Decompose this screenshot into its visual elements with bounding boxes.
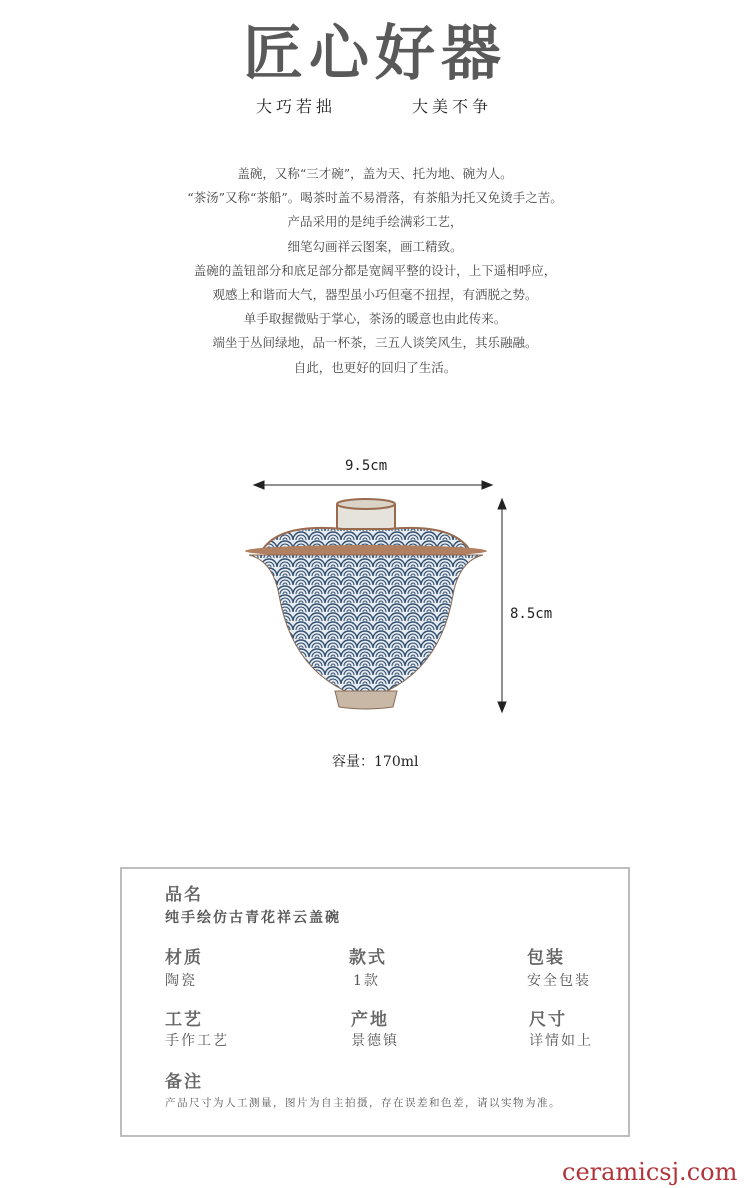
style-value: 1款	[353, 973, 380, 989]
subtitle-right: 大美不争	[412, 97, 493, 116]
note-label: 备注	[165, 1072, 203, 1092]
size-value: 详情如上	[529, 1033, 593, 1049]
description-line: 观感上和谐而大气，器型虽小巧但毫不扭捏，有洒脱之势。	[212, 287, 538, 303]
material-label: 材质	[165, 948, 203, 968]
description-line: 产品采用的是纯手绘满彩工艺，	[287, 214, 463, 230]
style-label: 款式	[349, 948, 387, 968]
size-label: 尺寸	[529, 1010, 567, 1030]
package-value: 安全包装	[527, 973, 591, 989]
name-label: 品名	[165, 885, 203, 905]
name-value: 纯手绘仿古青花祥云盖碗	[165, 910, 341, 926]
origin-value: 景德镇	[351, 1033, 399, 1049]
description-line: 盖碗，又称“三才碗”，盖为天、托为地、碗为人。	[237, 166, 513, 181]
package-label: 包装	[527, 948, 565, 968]
note-value: 产品尺寸为人工测量，图片为自主拍摄，存在误差和色差，请以实物为准。	[165, 1097, 561, 1109]
description-line: “茶汤”又称“茶船”。喝茶时盖不易滑落，有茶船为托又免烫手之苦。	[187, 190, 563, 206]
watermark: ceramicsj.com	[562, 1158, 738, 1186]
subtitle-left: 大巧若拙	[256, 97, 337, 116]
gaiwan-image	[245, 495, 493, 715]
capacity-label: 容量：170ml	[332, 754, 419, 770]
description-line: 自此，也更好的回归了生活。	[293, 359, 457, 375]
description-line: 细笔勾画祥云图案，画工精致。	[287, 238, 463, 254]
craft-value: 手作工艺	[165, 1033, 229, 1049]
origin-label: 产地	[351, 1010, 389, 1030]
description-line: 盖碗的盖钮部分和底足部分都是宽阔平整的设计，上下遥相呼应，	[193, 262, 557, 278]
spec-box	[120, 867, 630, 1137]
craft-label: 工艺	[165, 1010, 203, 1030]
width-label: 9.5cm	[345, 458, 388, 474]
material-value: 陶瓷	[165, 973, 197, 989]
page-title: 匠心好器	[243, 19, 507, 89]
height-label: 8.5cm	[510, 606, 553, 622]
description-line: 单手取握微贴于掌心，茶汤的暖意也由此传来。	[243, 311, 507, 327]
description-line: 端坐于丛间绿地，品一杯茶，三五人谈笑风生，其乐融融。	[212, 335, 538, 351]
